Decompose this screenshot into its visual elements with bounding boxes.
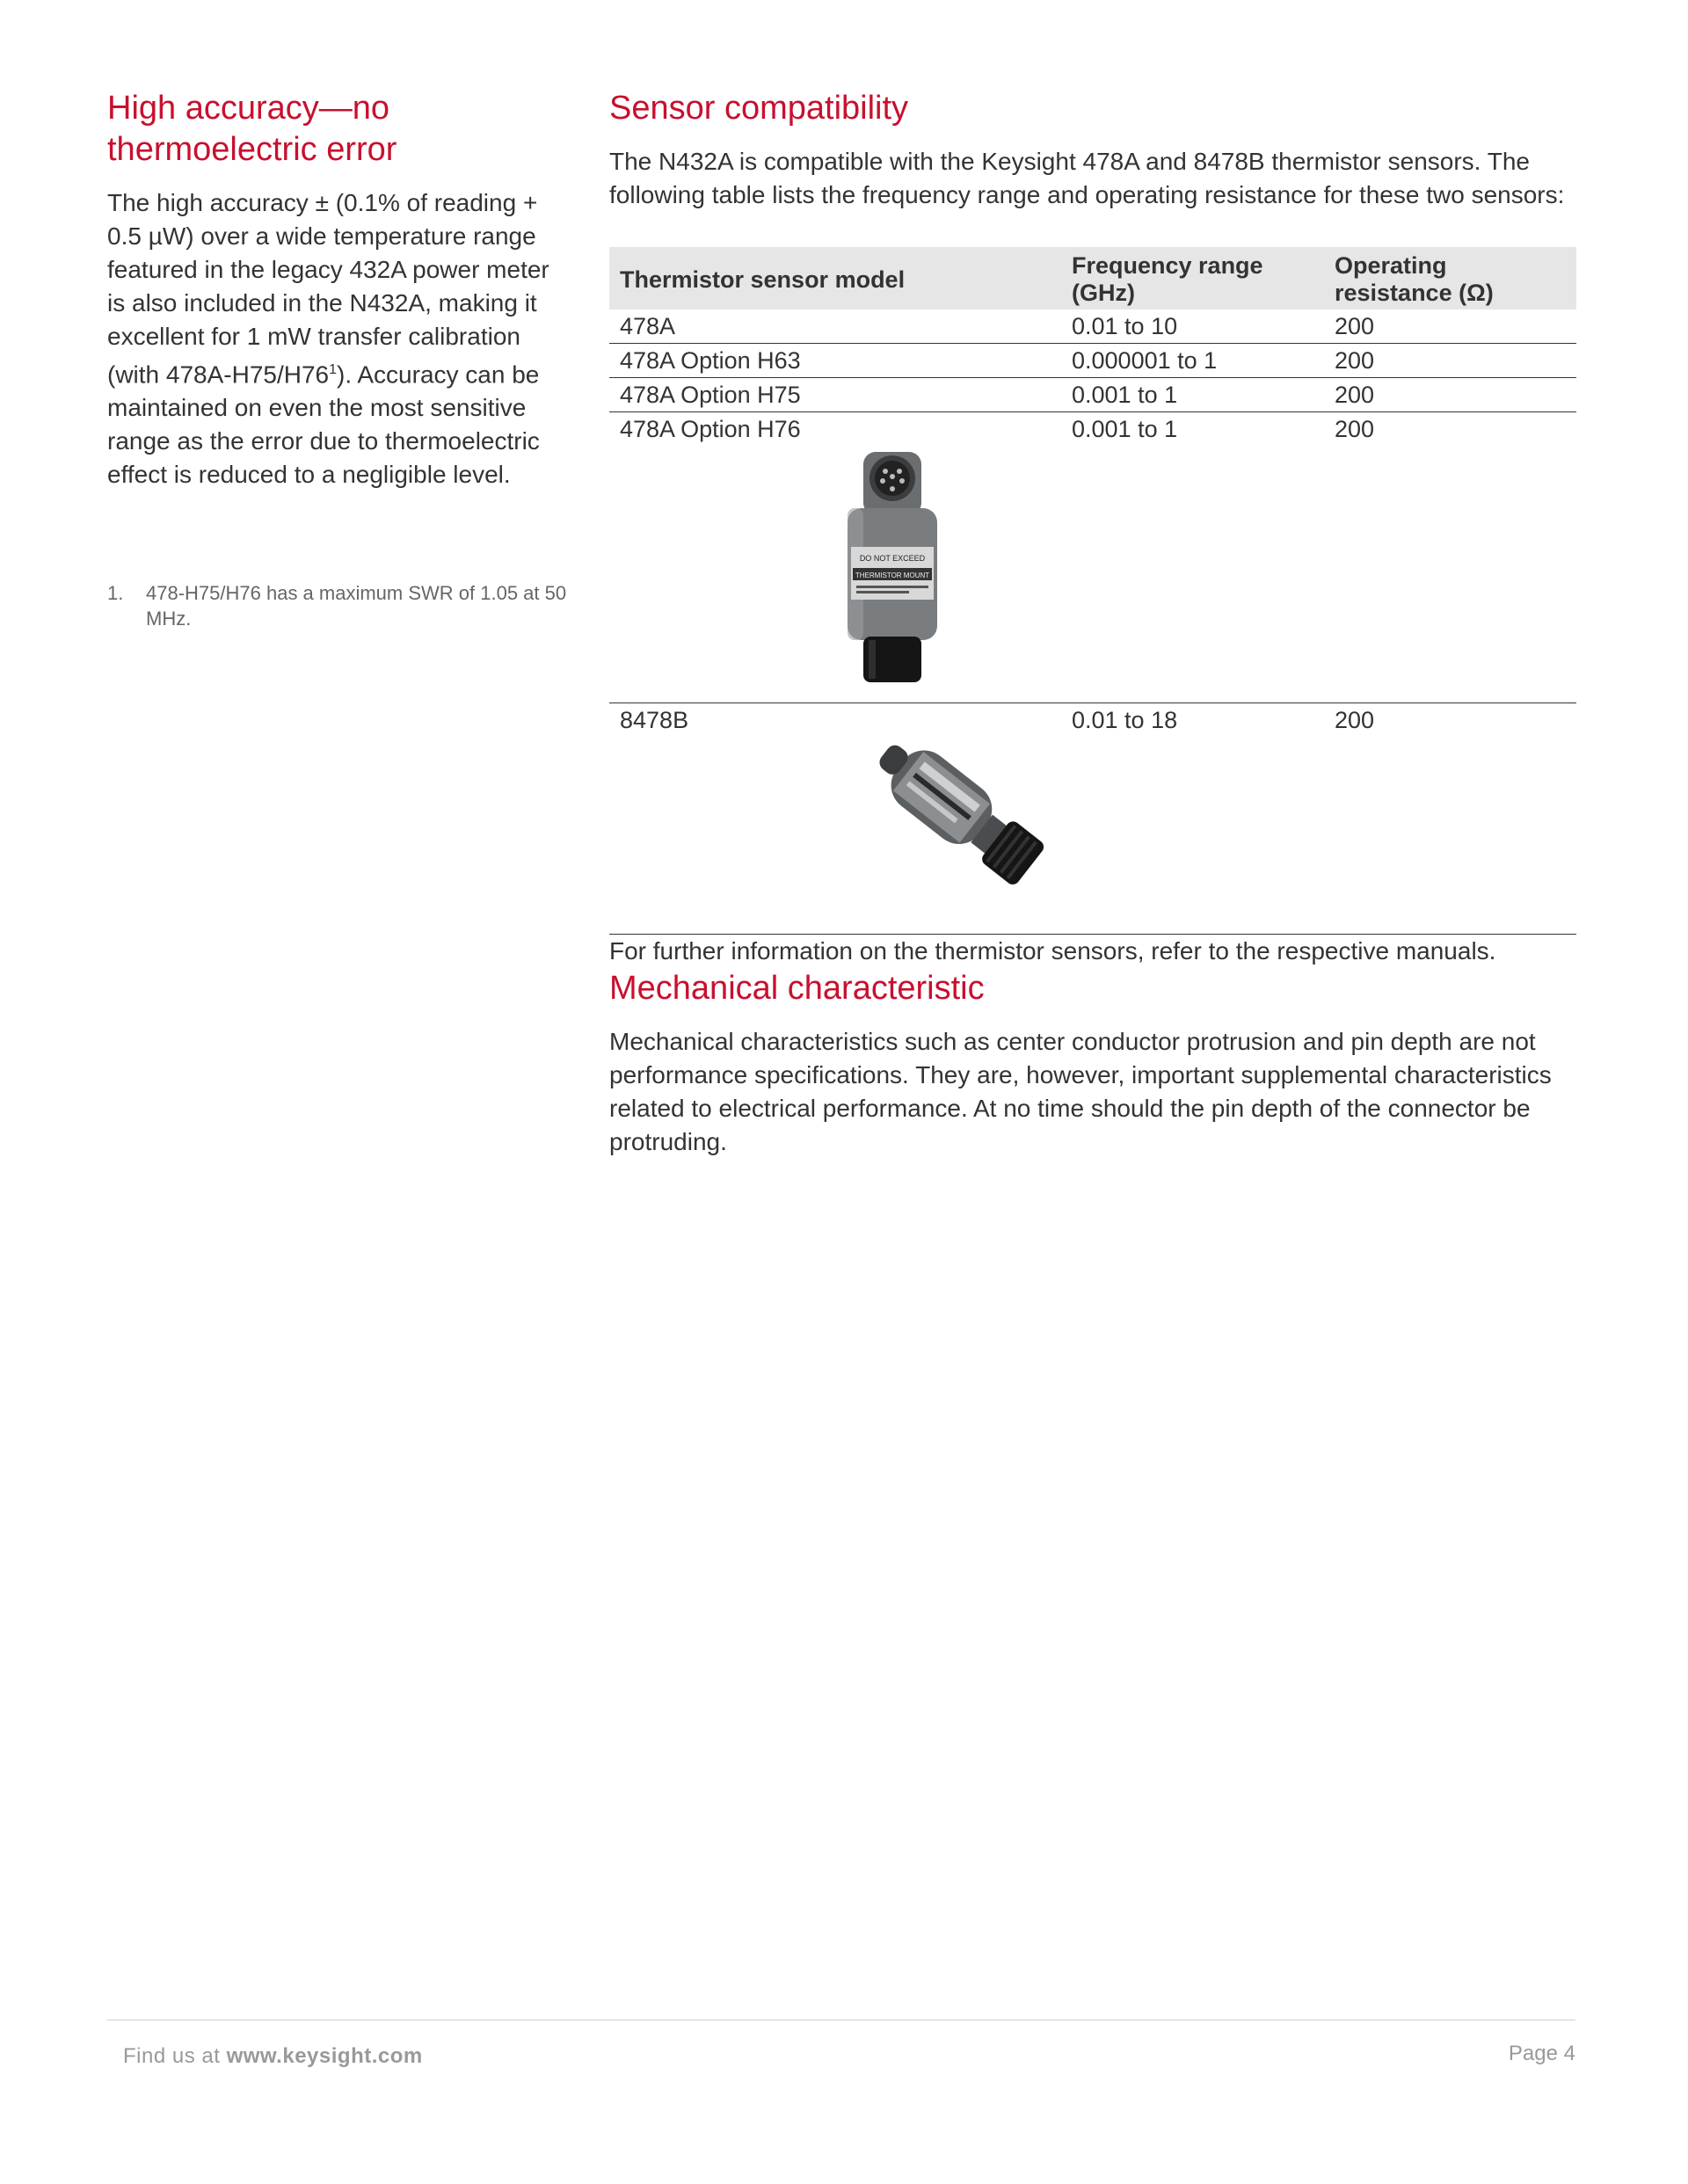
- cell-frequency: 0.000001 to 1: [1061, 344, 1324, 378]
- table-row: [609, 378, 1576, 412]
- footnote-number: 1.: [107, 582, 124, 604]
- footnote-ref[interactable]: 1: [329, 362, 338, 377]
- header-resistance: Operating resistance (Ω): [1324, 247, 1576, 309]
- accuracy-text-part2: ). Accuracy can be maintained on even the most sensitive range as the error due to thermoelectric effect is reduced to a negligible level.: [107, 360, 540, 489]
- header-model: Thermistor sensor model: [609, 247, 1061, 309]
- footnote: [107, 580, 582, 631]
- cell-resistance: 200: [1324, 309, 1576, 344]
- cell-frequency: 0.01 to 18: [1061, 703, 1324, 935]
- footer-find-prefix: Find us at: [123, 2044, 227, 2068]
- label-line2: THERMISTOR MOUNT: [855, 571, 930, 579]
- cell-frequency: 0.01 to 10: [1061, 309, 1324, 344]
- footer-find-us: [123, 2044, 423, 2069]
- cell-resistance: 200: [1324, 703, 1576, 935]
- cell-model: 478A Option H63: [609, 344, 1061, 378]
- accuracy-heading: High accuracy—no thermoelectric error: [107, 90, 397, 168]
- sensor-intro: The N432A is compatible with the Keysight 478A and 8478B thermistor sensors. The following table lists the frequency range and operating resistance for these two sensors:: [609, 148, 1565, 208]
- further-info: For further information on the thermistor sensors, refer to the respective manuals.: [609, 937, 1496, 965]
- left-column: [107, 88, 564, 491]
- cell-resistance: 200: [1324, 344, 1576, 378]
- table-row: [609, 412, 1576, 703]
- accuracy-paragraph: [107, 186, 564, 491]
- model-label: 8478B: [620, 707, 689, 733]
- table-header-row: [609, 247, 1576, 309]
- accuracy-text-part1: The high accuracy ± (0.1% of reading + 0.5 µW) over a wide temperature range featured in the legacy 432A power meter is also included in the N432A, making it excellent for 1 mW transfer calibration (with 478A-H75/H76: [107, 189, 549, 389]
- sensor-478a-photo: [844, 452, 941, 682]
- table-row: [609, 703, 1576, 935]
- mechanical-heading: Mechanical characteristic: [609, 970, 985, 1007]
- cell-frequency: 0.001 to 1: [1061, 412, 1324, 703]
- cell-model: [609, 412, 1061, 703]
- sensor-heading: Sensor compatibility: [609, 90, 909, 127]
- page-number: Page 4: [1508, 2042, 1575, 2065]
- footnote-text: 478-H75/H76 has a maximum SWR of 1.05 at 50 MHz.: [146, 582, 567, 630]
- model-label: 478A Option H76: [620, 416, 801, 442]
- label-line1: DO NOT EXCEED: [859, 554, 926, 563]
- table-row: [609, 309, 1576, 344]
- cell-resistance: 200: [1324, 378, 1576, 412]
- cell-model: [609, 703, 1061, 935]
- sensor-8478b-photo: [840, 729, 1051, 914]
- cell-frequency: 0.001 to 1: [1061, 378, 1324, 412]
- right-column: [609, 88, 1576, 1159]
- footer-website-link[interactable]: www.keysight.com: [226, 2044, 423, 2068]
- cell-model: 478A Option H75: [609, 378, 1061, 412]
- table-row: [609, 344, 1576, 378]
- cell-model: 478A: [609, 309, 1061, 344]
- cell-resistance: 200: [1324, 412, 1576, 703]
- sensor-table: [609, 247, 1576, 935]
- header-frequency: Frequency range (GHz): [1061, 247, 1324, 309]
- mechanical-paragraph: Mechanical characteristics such as center conductor protrusion and pin depth are not performance specifications. They are, however, important supplemental characteristics related to electrical performance. At no time should the pin depth of the connector be protruding.: [609, 1028, 1552, 1155]
